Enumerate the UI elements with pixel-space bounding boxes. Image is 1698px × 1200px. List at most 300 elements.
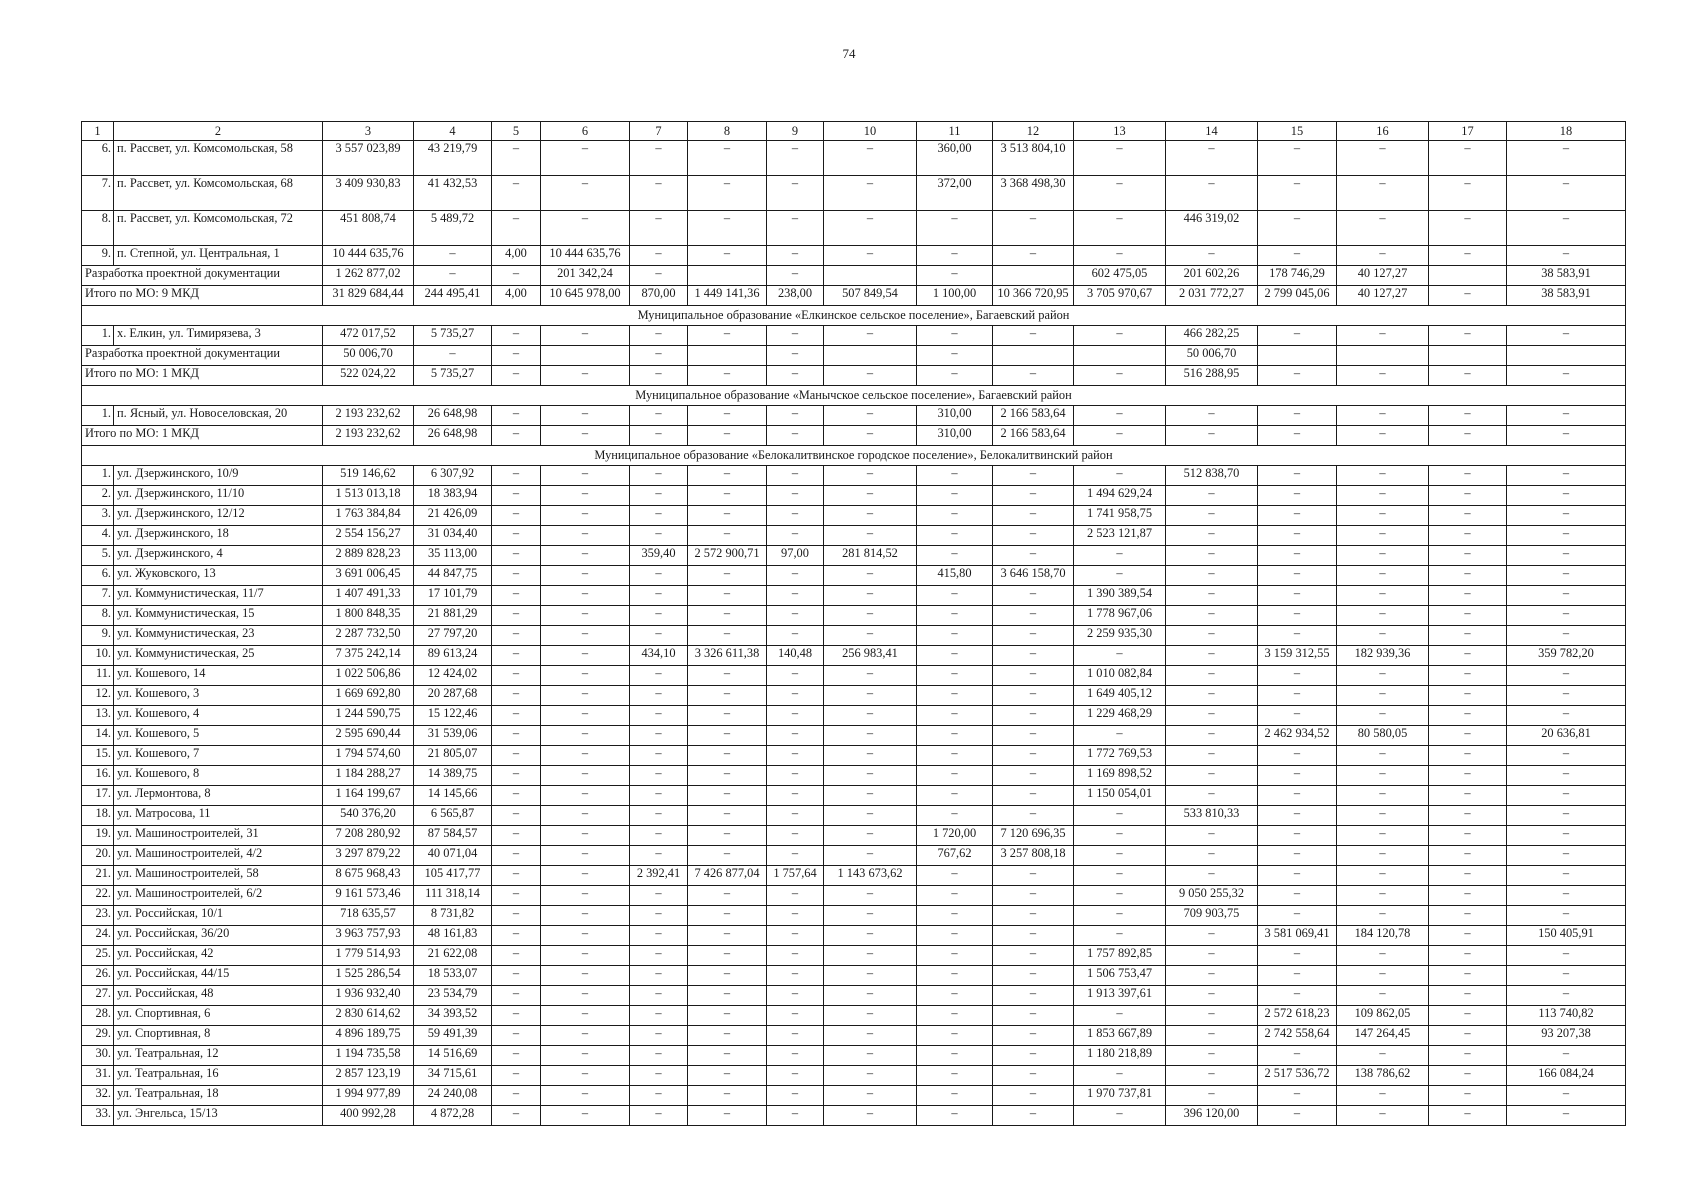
value-cell: 507 849,54	[824, 286, 917, 306]
value-cell: 415,80	[917, 566, 993, 586]
value-cell: –	[630, 266, 688, 286]
address-cell: ул. Российская, 10/1	[114, 906, 323, 926]
address-cell: ул. Коммунистическая, 23	[114, 626, 323, 646]
value-cell: –	[1258, 786, 1337, 806]
row-number: 2.	[82, 486, 114, 506]
value-cell: 1 513 013,18	[323, 486, 414, 506]
row-number: 5.	[82, 546, 114, 566]
value-cell: –	[1258, 626, 1337, 646]
value-cell: 1 449 141,36	[688, 286, 767, 306]
value-cell: –	[1166, 1066, 1258, 1086]
section-row	[82, 386, 1626, 406]
row-number: 13.	[82, 706, 114, 726]
address-cell: ул. Лермонтова, 8	[114, 786, 323, 806]
value-cell: –	[1166, 486, 1258, 506]
value-cell: –	[1507, 766, 1626, 786]
value-cell: –	[824, 786, 917, 806]
value-cell: –	[917, 326, 993, 346]
value-cell: –	[1429, 786, 1507, 806]
value-cell: –	[541, 786, 630, 806]
value-cell: –	[1166, 1006, 1258, 1026]
row-number: 8.	[82, 211, 114, 246]
value-cell: –	[993, 526, 1074, 546]
value-cell: 2 193 232,62	[323, 426, 414, 446]
value-cell: –	[492, 986, 541, 1006]
value-cell: 1 757,64	[767, 866, 824, 886]
table-row	[82, 806, 1626, 826]
table-row	[82, 211, 1626, 246]
value-cell: –	[1166, 746, 1258, 766]
value-cell: 359,40	[630, 546, 688, 566]
value-cell: –	[917, 1086, 993, 1106]
value-cell: –	[824, 686, 917, 706]
value-cell: –	[1166, 526, 1258, 546]
value-cell: –	[917, 746, 993, 766]
value-cell: –	[541, 211, 630, 246]
value-cell: –	[1429, 211, 1507, 246]
value-cell: –	[541, 666, 630, 686]
value-cell: 238,00	[767, 286, 824, 306]
value-cell: –	[492, 946, 541, 966]
row-number: 1.	[82, 406, 114, 426]
value-cell: –	[1429, 546, 1507, 566]
value-cell: –	[688, 1086, 767, 1106]
summary-row	[82, 266, 1626, 286]
value-cell: 59 491,39	[414, 1026, 492, 1046]
value-cell: –	[630, 706, 688, 726]
value-cell: 709 903,75	[1166, 906, 1258, 926]
value-cell: –	[1337, 326, 1429, 346]
value-cell: –	[824, 176, 917, 211]
value-cell: –	[824, 211, 917, 246]
value-cell: –	[993, 786, 1074, 806]
value-cell: –	[917, 906, 993, 926]
value-cell: 1 853 667,89	[1074, 1026, 1166, 1046]
value-cell: –	[630, 986, 688, 1006]
value-cell: –	[993, 946, 1074, 966]
value-cell: –	[1337, 626, 1429, 646]
value-cell: 97,00	[767, 546, 824, 566]
value-cell: –	[492, 686, 541, 706]
table-row	[82, 886, 1626, 906]
value-cell: –	[630, 726, 688, 746]
value-cell: –	[767, 366, 824, 386]
value-cell: –	[767, 246, 824, 266]
value-cell: –	[1507, 946, 1626, 966]
value-cell: –	[1337, 886, 1429, 906]
value-cell: –	[767, 526, 824, 546]
value-cell: –	[492, 506, 541, 526]
value-cell: 3 963 757,93	[323, 926, 414, 946]
value-cell: –	[492, 886, 541, 906]
value-cell: –	[630, 606, 688, 626]
value-cell: 2 857 123,19	[323, 1066, 414, 1086]
value-cell: –	[1337, 666, 1429, 686]
table-row	[82, 1026, 1626, 1046]
value-cell: 512 838,70	[1166, 466, 1258, 486]
value-cell: –	[1166, 646, 1258, 666]
table-row	[82, 1106, 1626, 1126]
value-cell: –	[630, 406, 688, 426]
value-cell: –	[767, 176, 824, 211]
value-cell: –	[824, 706, 917, 726]
column-header: 3	[323, 122, 414, 141]
value-cell: –	[1166, 606, 1258, 626]
value-cell: 147 264,45	[1337, 1026, 1429, 1046]
value-cell: –	[1074, 466, 1166, 486]
column-header: 7	[630, 122, 688, 141]
value-cell: –	[688, 486, 767, 506]
value-cell: –	[1337, 906, 1429, 926]
value-cell: –	[1507, 506, 1626, 526]
value-cell: –	[1429, 646, 1507, 666]
value-cell: –	[1507, 176, 1626, 211]
value-cell: –	[824, 966, 917, 986]
value-cell: –	[1507, 141, 1626, 176]
value-cell: 48 161,83	[414, 926, 492, 946]
address-cell: ул. Кошевого, 14	[114, 666, 323, 686]
value-cell: 718 635,57	[323, 906, 414, 926]
value-cell: 1 649 405,12	[1074, 686, 1166, 706]
value-cell: 870,00	[630, 286, 688, 306]
summary-row	[82, 366, 1626, 386]
value-cell: –	[1258, 666, 1337, 686]
value-cell: –	[541, 486, 630, 506]
value-cell: 35 113,00	[414, 546, 492, 566]
value-cell: –	[917, 486, 993, 506]
value-cell: –	[1429, 141, 1507, 176]
value-cell: –	[541, 646, 630, 666]
value-cell	[1429, 266, 1507, 286]
value-cell: 2 517 536,72	[1258, 1066, 1337, 1086]
value-cell: –	[688, 666, 767, 686]
value-cell: –	[541, 866, 630, 886]
value-cell: –	[688, 906, 767, 926]
value-cell: –	[1429, 326, 1507, 346]
table-row	[82, 786, 1626, 806]
value-cell: –	[1074, 846, 1166, 866]
value-cell: –	[1258, 526, 1337, 546]
value-cell: –	[824, 366, 917, 386]
value-cell: 38 583,91	[1507, 286, 1626, 306]
value-cell: –	[767, 426, 824, 446]
address-cell: ул. Коммунистическая, 15	[114, 606, 323, 626]
address-cell: х. Елкин, ул. Тимирязева, 3	[114, 326, 323, 346]
value-cell: 3 691 006,45	[323, 566, 414, 586]
value-cell: 1 913 397,61	[1074, 986, 1166, 1006]
value-cell: –	[688, 766, 767, 786]
value-cell: 8 675 968,43	[323, 866, 414, 886]
value-cell: –	[767, 1046, 824, 1066]
value-cell: –	[993, 1006, 1074, 1026]
table-row	[82, 586, 1626, 606]
value-cell: –	[492, 406, 541, 426]
value-cell: –	[767, 266, 824, 286]
address-cell: ул. Российская, 48	[114, 986, 323, 1006]
value-cell: 540 376,20	[323, 806, 414, 826]
value-cell: –	[492, 1066, 541, 1086]
value-cell: –	[688, 1006, 767, 1026]
value-cell: –	[1074, 926, 1166, 946]
value-cell: –	[414, 246, 492, 266]
value-cell: –	[1258, 176, 1337, 211]
value-cell: –	[1507, 546, 1626, 566]
value-cell: 1 244 590,75	[323, 706, 414, 726]
value-cell: –	[1166, 926, 1258, 946]
value-cell: –	[1258, 826, 1337, 846]
value-cell: –	[1507, 786, 1626, 806]
value-cell: –	[1258, 211, 1337, 246]
value-cell: 2 830 614,62	[323, 1006, 414, 1026]
value-cell: –	[630, 946, 688, 966]
value-cell	[993, 346, 1074, 366]
value-cell: 1 184 288,27	[323, 766, 414, 786]
value-cell: 10 366 720,95	[993, 286, 1074, 306]
value-cell	[1337, 346, 1429, 366]
value-cell: –	[1429, 366, 1507, 386]
value-cell: –	[1258, 746, 1337, 766]
row-number: 31.	[82, 1066, 114, 1086]
value-cell: –	[993, 806, 1074, 826]
value-cell: –	[541, 966, 630, 986]
value-cell: –	[1258, 586, 1337, 606]
value-cell: –	[492, 846, 541, 866]
value-cell: 1 757 892,85	[1074, 946, 1166, 966]
address-cell: ул. Коммунистическая, 11/7	[114, 586, 323, 606]
value-cell: –	[1429, 466, 1507, 486]
value-cell: –	[1429, 706, 1507, 726]
value-cell: –	[917, 786, 993, 806]
value-cell: –	[1337, 846, 1429, 866]
value-cell: –	[1507, 1046, 1626, 1066]
table-row	[82, 986, 1626, 1006]
value-cell: –	[541, 526, 630, 546]
table-row	[82, 966, 1626, 986]
value-cell: –	[767, 466, 824, 486]
value-cell: 23 534,79	[414, 986, 492, 1006]
value-cell: –	[1429, 666, 1507, 686]
summary-label: Разработка проектной документации	[82, 346, 323, 366]
value-cell: –	[767, 406, 824, 426]
row-number: 24.	[82, 926, 114, 946]
value-cell: –	[1507, 1106, 1626, 1126]
value-cell: –	[541, 946, 630, 966]
value-cell: –	[1166, 826, 1258, 846]
value-cell: –	[824, 486, 917, 506]
value-cell: –	[688, 966, 767, 986]
value-cell: –	[492, 606, 541, 626]
value-cell: –	[1337, 686, 1429, 706]
value-cell: –	[688, 176, 767, 211]
value-cell: –	[541, 466, 630, 486]
value-cell: 4 896 189,75	[323, 1026, 414, 1046]
value-cell: –	[767, 326, 824, 346]
value-cell: –	[993, 606, 1074, 626]
table-row	[82, 486, 1626, 506]
value-cell: –	[1166, 966, 1258, 986]
value-cell: –	[688, 1066, 767, 1086]
value-cell: –	[1258, 246, 1337, 266]
value-cell: –	[492, 466, 541, 486]
value-cell: –	[1507, 866, 1626, 886]
value-cell: –	[1074, 906, 1166, 926]
value-cell: 31 829 684,44	[323, 286, 414, 306]
value-cell: –	[824, 906, 917, 926]
value-cell: –	[1337, 946, 1429, 966]
value-cell: –	[541, 806, 630, 826]
value-cell: 113 740,82	[1507, 1006, 1626, 1026]
value-cell: –	[917, 1066, 993, 1086]
value-cell: –	[1166, 426, 1258, 446]
row-number: 21.	[82, 866, 114, 886]
column-header: 4	[414, 122, 492, 141]
value-cell: –	[541, 1086, 630, 1106]
row-number: 29.	[82, 1026, 114, 1046]
row-number: 16.	[82, 766, 114, 786]
table-row	[82, 686, 1626, 706]
address-cell: п. Рассвет, ул. Комсомольская, 72	[114, 211, 323, 246]
value-cell: –	[1074, 546, 1166, 566]
address-cell: ул. Коммунистическая, 25	[114, 646, 323, 666]
value-cell: –	[993, 1086, 1074, 1106]
value-cell: –	[1507, 1086, 1626, 1106]
value-cell: –	[541, 926, 630, 946]
value-cell: –	[541, 746, 630, 766]
value-cell: –	[993, 1026, 1074, 1046]
value-cell: –	[1074, 1006, 1166, 1026]
value-cell: –	[630, 1086, 688, 1106]
table-row	[82, 176, 1626, 211]
summary-row	[82, 426, 1626, 446]
value-cell: –	[1337, 806, 1429, 826]
value-cell	[993, 266, 1074, 286]
value-cell: –	[1507, 326, 1626, 346]
row-number: 12.	[82, 686, 114, 706]
value-cell: –	[1429, 1046, 1507, 1066]
value-cell: –	[993, 926, 1074, 946]
table-row	[82, 866, 1626, 886]
value-cell: –	[993, 366, 1074, 386]
address-cell: ул. Машиностроителей, 6/2	[114, 886, 323, 906]
value-cell: –	[630, 141, 688, 176]
value-cell: –	[767, 806, 824, 826]
value-cell: –	[767, 706, 824, 726]
value-cell: 3 326 611,38	[688, 646, 767, 666]
value-cell: 9 050 255,32	[1166, 886, 1258, 906]
value-cell: –	[541, 326, 630, 346]
value-cell: –	[1166, 686, 1258, 706]
address-cell: ул. Кошевого, 7	[114, 746, 323, 766]
value-cell: –	[492, 546, 541, 566]
value-cell: –	[767, 211, 824, 246]
value-cell: –	[824, 466, 917, 486]
value-cell: –	[688, 926, 767, 946]
value-cell: –	[1507, 966, 1626, 986]
value-cell	[824, 346, 917, 366]
summary-label: Итого по МО: 9 МКД	[82, 286, 323, 306]
section-row	[82, 306, 1626, 326]
value-cell: –	[688, 526, 767, 546]
row-number: 9.	[82, 626, 114, 646]
row-number: 20.	[82, 846, 114, 866]
value-cell: 244 495,41	[414, 286, 492, 306]
value-cell: –	[1429, 826, 1507, 846]
value-cell: –	[767, 786, 824, 806]
value-cell	[541, 346, 630, 366]
value-cell: –	[824, 986, 917, 1006]
value-cell: 1 407 491,33	[323, 586, 414, 606]
value-cell: –	[767, 486, 824, 506]
value-cell: 38 583,91	[1507, 266, 1626, 286]
value-cell: –	[993, 466, 1074, 486]
value-cell: –	[1507, 826, 1626, 846]
value-cell: 472 017,52	[323, 326, 414, 346]
value-cell: –	[824, 426, 917, 446]
row-number: 22.	[82, 886, 114, 906]
column-header: 16	[1337, 122, 1429, 141]
value-cell: –	[767, 1106, 824, 1126]
value-cell: 31 539,06	[414, 726, 492, 746]
value-cell: –	[630, 566, 688, 586]
value-cell: 1 150 054,01	[1074, 786, 1166, 806]
value-cell: 359 782,20	[1507, 646, 1626, 666]
value-cell: –	[492, 806, 541, 826]
column-header: 9	[767, 122, 824, 141]
value-cell: –	[1507, 986, 1626, 1006]
value-cell: 14 145,66	[414, 786, 492, 806]
value-cell: –	[1166, 546, 1258, 566]
value-cell: –	[1507, 606, 1626, 626]
value-cell: –	[917, 926, 993, 946]
value-cell: –	[917, 526, 993, 546]
value-cell: 372,00	[917, 176, 993, 211]
table-row	[82, 606, 1626, 626]
value-cell: –	[1166, 1046, 1258, 1066]
value-cell: –	[630, 211, 688, 246]
value-cell: –	[492, 346, 541, 366]
value-cell: 1 525 286,54	[323, 966, 414, 986]
value-cell: –	[1258, 846, 1337, 866]
value-cell: 434,10	[630, 646, 688, 666]
value-cell: –	[630, 806, 688, 826]
value-cell: –	[1337, 1046, 1429, 1066]
table-row	[82, 326, 1626, 346]
value-cell: –	[1258, 1086, 1337, 1106]
value-cell: –	[917, 966, 993, 986]
value-cell	[688, 346, 767, 366]
value-cell: –	[541, 726, 630, 746]
value-cell: –	[630, 906, 688, 926]
value-cell: –	[492, 926, 541, 946]
value-cell: –	[824, 1066, 917, 1086]
value-cell: –	[688, 686, 767, 706]
row-number: 17.	[82, 786, 114, 806]
value-cell: –	[492, 786, 541, 806]
value-cell: 1 143 673,62	[824, 866, 917, 886]
value-cell: –	[688, 886, 767, 906]
value-cell: 109 862,05	[1337, 1006, 1429, 1026]
value-cell: 17 101,79	[414, 586, 492, 606]
value-cell: –	[688, 746, 767, 766]
value-cell: –	[688, 506, 767, 526]
value-cell: –	[993, 746, 1074, 766]
value-cell: –	[993, 886, 1074, 906]
value-cell: –	[1074, 1066, 1166, 1086]
value-cell: –	[630, 526, 688, 546]
value-cell: 2 554 156,27	[323, 526, 414, 546]
value-cell: –	[688, 466, 767, 486]
value-cell: 281 814,52	[824, 546, 917, 566]
